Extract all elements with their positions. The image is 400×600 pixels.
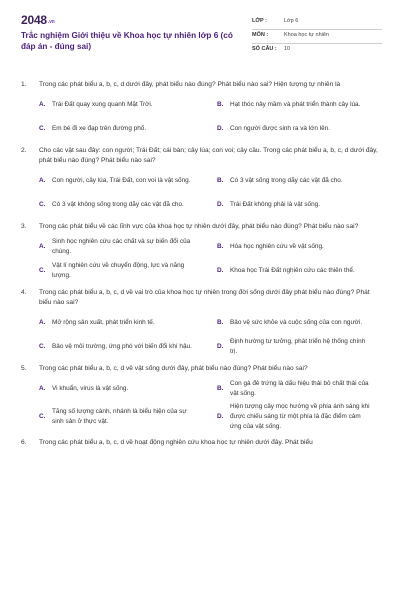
question-text: Trong các phát biểu a, b, c, d về vai trò của khoa học tự nhiên trong đời sống dưới đây phát biểu nào đúng? Phát biểu nào sai? xyxy=(39,289,370,306)
option-text: Vi khuẩn, virus là vật sống. xyxy=(52,385,129,392)
question-number: 5. xyxy=(21,365,27,372)
option-key: D. xyxy=(217,201,224,208)
option-text: Bảo vệ môi trường, ứng phó với biến đổi khí hậu. xyxy=(52,343,192,350)
answer-option[interactable] xyxy=(39,260,213,282)
answer-option[interactable] xyxy=(217,312,391,334)
question-item xyxy=(21,288,381,364)
question-stem xyxy=(21,288,381,308)
answer-options xyxy=(39,312,381,360)
question-item xyxy=(21,222,381,288)
answer-option[interactable] xyxy=(39,312,213,334)
document-meta xyxy=(252,16,382,57)
answer-option[interactable] xyxy=(217,194,391,216)
question-item xyxy=(21,80,381,146)
page-header xyxy=(0,0,400,64)
question-list xyxy=(0,80,400,456)
meta-row-class xyxy=(252,16,382,30)
option-text: Bảo vệ sức khỏe và cuộc sống của con người. xyxy=(230,319,363,326)
option-key: B. xyxy=(217,243,224,250)
answer-option[interactable] xyxy=(39,170,213,192)
question-item xyxy=(21,146,381,222)
answer-option[interactable] xyxy=(217,118,391,140)
answer-options xyxy=(39,170,381,218)
meta-value: Lớp 6 xyxy=(284,18,299,24)
answer-option[interactable] xyxy=(39,194,213,216)
option-key: D. xyxy=(217,413,224,420)
question-number: 1. xyxy=(21,81,27,88)
question-text: Trong các phát biểu về các lĩnh vực của khoa học tự nhiên dưới đây, phát biểu nào đúng? Phát biểu nào sai? xyxy=(39,223,359,230)
answer-option[interactable] xyxy=(217,260,391,282)
meta-row-question-count xyxy=(252,44,382,57)
option-key: A. xyxy=(39,319,46,326)
meta-value: 10 xyxy=(284,46,291,52)
option-text: Con gà đẻ trứng là dấu hiệu thải bỏ chất thải của vật sống. xyxy=(230,380,369,397)
option-text: Em bé đi xe đạp trên đường phố. xyxy=(52,125,147,132)
option-text: Khoa học Trái Đất nghiên cứu các thiên thể. xyxy=(230,267,355,274)
question-text: Trong các phát biểu a, b, c, d về hoạt động nghiên cứu khoa học tự nhiên dưới đây. Phát biểu xyxy=(39,439,313,446)
answer-options xyxy=(39,378,381,434)
question-text: Trong các phát biểu a, b, c, d dưới đây, phát biểu nào đúng? Phát biểu nào sai? Hiện tượng tự nhiên là xyxy=(39,81,341,88)
option-key: D. xyxy=(217,343,224,350)
option-key: B. xyxy=(217,319,224,326)
question-number: 3. xyxy=(21,223,27,230)
option-key: A. xyxy=(39,243,46,250)
site-logo[interactable] xyxy=(21,13,55,27)
option-key: B. xyxy=(217,101,224,108)
option-key: B. xyxy=(217,177,224,184)
option-key: D. xyxy=(217,125,224,132)
option-text: Hiện tượng cây mọc hướng về phía ánh sáng khi được chiếu sáng từ một phía là đặc điểm cảm ứng của vật sống. xyxy=(230,403,370,430)
question-number: 4. xyxy=(21,289,27,296)
meta-value: Khoa học tự nhiên xyxy=(284,32,329,38)
answer-option[interactable] xyxy=(39,94,213,116)
answer-option[interactable] xyxy=(217,94,391,116)
logo-suffix: .vn xyxy=(47,19,55,25)
option-text: Hạt thóc nảy mầm và phát triển thành cây lúa. xyxy=(230,101,361,108)
question-stem xyxy=(21,146,381,166)
option-key: B. xyxy=(217,385,224,392)
meta-label: LỚP : xyxy=(252,18,267,24)
option-text: Con người được sinh ra và lớn lên. xyxy=(230,125,330,132)
meta-row-subject xyxy=(252,30,382,44)
question-number: 2. xyxy=(21,147,27,154)
answer-options xyxy=(39,236,381,284)
answer-option[interactable] xyxy=(39,118,213,140)
option-key: C. xyxy=(39,267,46,274)
answer-option[interactable] xyxy=(217,402,391,432)
answer-option[interactable] xyxy=(39,378,213,400)
logo-text: 2048 xyxy=(21,13,47,27)
option-text: Có 3 vật không sống trong dãy các vật đã cho. xyxy=(52,201,184,208)
answer-option[interactable] xyxy=(217,378,391,400)
option-text: Trái Đất quay xung quanh Mặt Trời. xyxy=(52,101,153,108)
answer-option[interactable] xyxy=(39,402,213,432)
question-stem xyxy=(21,80,381,90)
question-stem xyxy=(21,438,381,448)
answer-options xyxy=(39,94,381,142)
option-text: Hóa học nghiên cứu về vật sống. xyxy=(230,243,324,250)
question-item xyxy=(21,438,381,456)
question-text: Trong các phát biểu a, b, c, d về vật sống dưới đây, phát biểu nào đúng? Phát biểu nào sai? xyxy=(39,365,308,372)
option-text: Có 3 vật sống trong dãy các vật đã cho. xyxy=(230,177,343,184)
answer-option[interactable] xyxy=(217,236,391,258)
option-text: Trái Đất không phải là vật sống. xyxy=(230,201,320,208)
answer-option[interactable] xyxy=(217,170,391,192)
meta-label: MÔN : xyxy=(252,32,269,38)
question-stem xyxy=(21,222,381,232)
question-number: 6. xyxy=(21,439,27,446)
option-text: Sinh học nghiên cứu các chất và sự biến đổi của chúng. xyxy=(52,238,191,255)
answer-option[interactable] xyxy=(39,336,213,358)
option-text: Tăng số lượng cành, nhánh là biểu hiện của sự sinh sản ở thực vật. xyxy=(52,408,187,425)
meta-label: SỐ CÂU : xyxy=(252,46,277,52)
option-text: Vật lí nghiên cứu về chuyển động, lực và năng lượng. xyxy=(52,262,185,279)
question-text: Cho các vật sau đây: con người; Trái Đất; cái bàn; cây lúa; con voi; cây cầu. Trong các phát biểu a, b, c, d dưới đây, phát biểu nào đúng? Phát biểu nào sai? xyxy=(39,147,378,164)
question-stem xyxy=(21,364,381,374)
option-text: Định hướng tư tưởng, phát triển hệ thống chính trị. xyxy=(230,338,366,355)
option-text: Mở rộng sản xuất, phát triển kinh tế. xyxy=(52,319,155,326)
option-text: Con người, cây lúa, Trái Đất, con voi là vật sống. xyxy=(52,177,191,184)
question-item xyxy=(21,364,381,438)
option-key: C. xyxy=(39,125,46,132)
answer-option[interactable] xyxy=(39,236,213,258)
answer-option[interactable] xyxy=(217,336,391,358)
option-key: A. xyxy=(39,101,46,108)
option-key: C. xyxy=(39,201,46,208)
option-key: A. xyxy=(39,385,46,392)
document-title: Trắc nghiệm Giới thiệu về Khoa học tự nhiên lớp 6 (có đáp án - đúng sai) xyxy=(21,31,233,51)
option-key: D. xyxy=(217,267,224,274)
option-key: C. xyxy=(39,343,46,350)
option-key: C. xyxy=(39,413,46,420)
option-key: A. xyxy=(39,177,46,184)
